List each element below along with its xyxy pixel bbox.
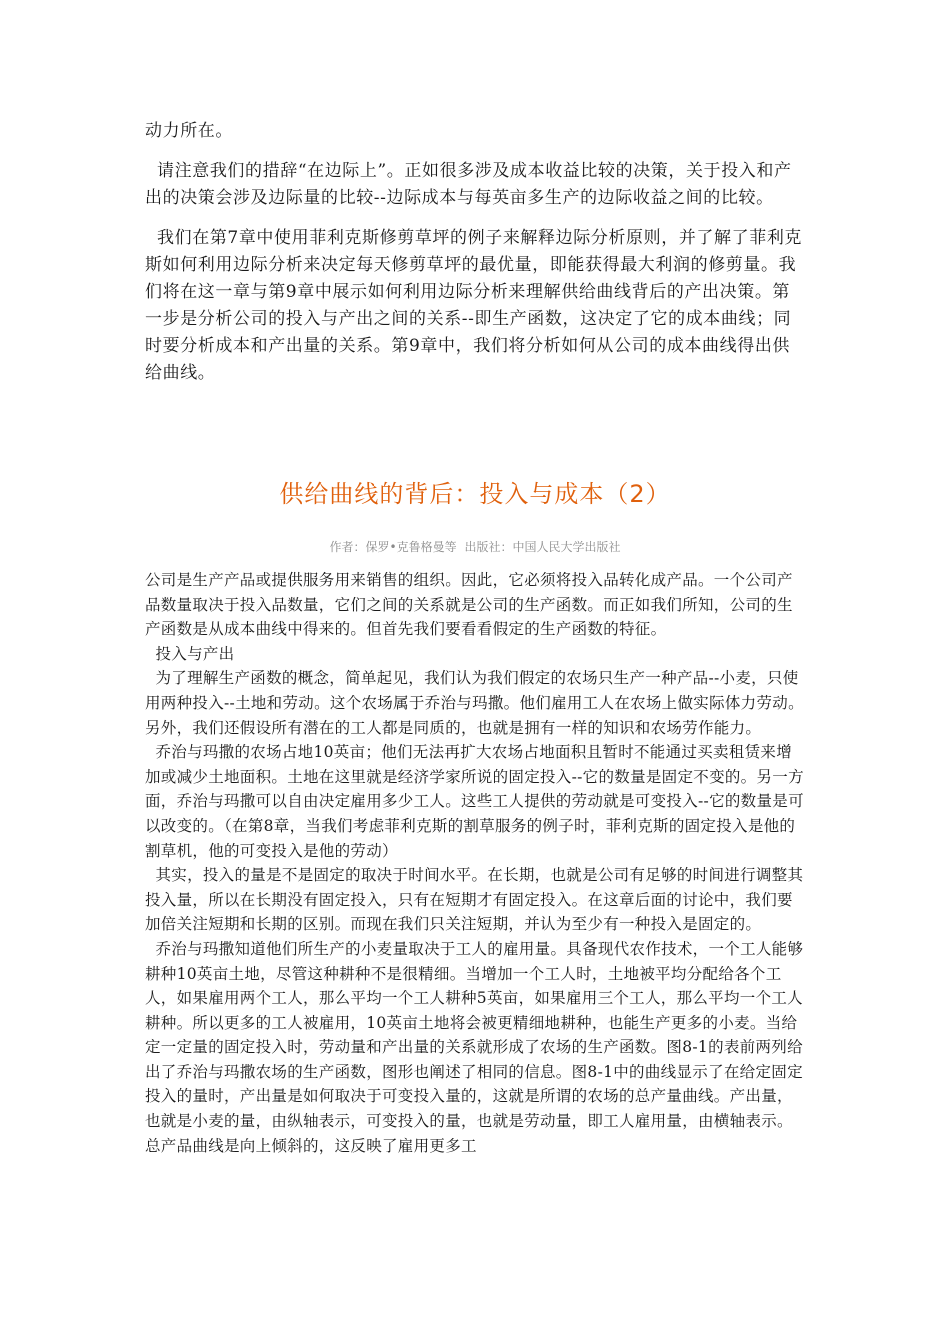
article-title: 供给曲线的背后：投入与成本（2） bbox=[279, 480, 671, 508]
paragraph: 动力所在。 bbox=[145, 121, 233, 141]
author: 作者：保罗•克鲁格曼等 bbox=[329, 540, 457, 554]
paragraph: 公司是生产产品或提供服务用来销售的组织。因此，它必须将投入品转化成产品。一个公司产品数量取决于投入品数量，它们之间的关系就是公司的生产函数。而正如我们所知，公司的生产函数是从成本曲线中得来的。但首先我们要看看假定的生产函数的特征。 bbox=[145, 571, 793, 639]
paragraph: 乔治与玛撒的农场占地10英亩；他们无法再扩大农场占地面积且暂时不能通过买卖租赁来增加或减少土地面积。土地在这里就是经济学家所说的固定投入--它的数量是固定不变的。另一方面，乔治与玛撒可以自由决定雇用多少工人。这些工人提供的劳动就是可变投入--它的数量是可以改变的。（在第8章，当我们考虑菲利克斯的割草服务的例子时，菲利克斯的固定投入是他的割草机，他的可变投入是他的劳动） bbox=[145, 743, 804, 860]
paragraph: 我们在第7章中使用菲利克斯修剪草坪的例子来解释边际分析原则，并了解了菲利克斯如何利用边际分析来决定每天修剪草坪的最优量，即能获得最大利润的修剪量。我们将在这一章与第9章中展示如何利用边际分析来理解供给曲线背后的产出决策。第一步是分析公司的投入与产出之间的关系--即生产函数，这决定了它的成本曲线；同时要分析成本和产出量的关系。第9章中，我们将分析如何从公司的成本曲线得出供给曲线。 bbox=[145, 228, 803, 383]
publisher: 出版社：中国人民大学出版社 bbox=[464, 540, 621, 554]
section-heading: 投入与产出 bbox=[145, 644, 235, 663]
paragraph: 乔治与玛撒知道他们所生产的小麦量取决于工人的雇用量。具备现代农作技术，一个工人能够耕种10英亩土地，尽管这种耕种不是很精细。当增加一个工人时，土地被平均分配给各个工人，如果雇用两个工人，那么平均一个工人耕种5英亩，如果雇用三个工人，那么平均一个工人耕种。所以更多的工人被雇用，10英亩土地将会被更精细地耕种，也能生产更多的小麦。当给定一定量的固定投入时，劳动量和产出量的关系就形成了农场的生产函数。图8-1的表前两列给出了乔治与玛撒农场的生产函数，图形也阐述了相同的信息。图8-1中的曲线显示了在给定固定投入的量时，产出量是如何取决于可变投入量的，这就是所谓的农场的总产量曲线。产出量，也就是小麦的量，由纵轴表示，可变投入的量，也就是劳动量，即工人雇用量，由横轴表示。总产品曲线是向上倾斜的，这反映了雇用更多工 bbox=[145, 939, 804, 1155]
paragraph: 请注意我们的措辞“在边际上”。正如很多涉及成本收益比较的决策，关于投入和产出的决策会涉及边际量的比较--边际成本与每英亩多生产的边际收益之间的比较。 bbox=[145, 161, 792, 208]
article-body bbox=[145, 568, 805, 1158]
byline bbox=[145, 538, 805, 555]
previous-article-section bbox=[145, 118, 805, 400]
paragraph: 其实，投入的量是不是固定的取决于时间水平。在长期，也就是公司有足够的时间进行调整其投入量，所以在长期没有固定投入，只有在短期才有固定投入。在这章后面的讨论中，我们要加倍关注短期和长期的区别。而现在我们只关注短期，并认为至少有一种投入是固定的。 bbox=[145, 866, 804, 934]
paragraph: 为了理解生产函数的概念，简单起见，我们认为我们假定的农场只生产一种产品--小麦，只使用两种投入--土地和劳动。这个农场属于乔治与玛撒。他们雇用工人在农场上做实际体力劳动。另外，我们还假设所有潜在的工人都是同质的，也就是拥有一样的知识和农场劳作能力。 bbox=[145, 669, 804, 737]
